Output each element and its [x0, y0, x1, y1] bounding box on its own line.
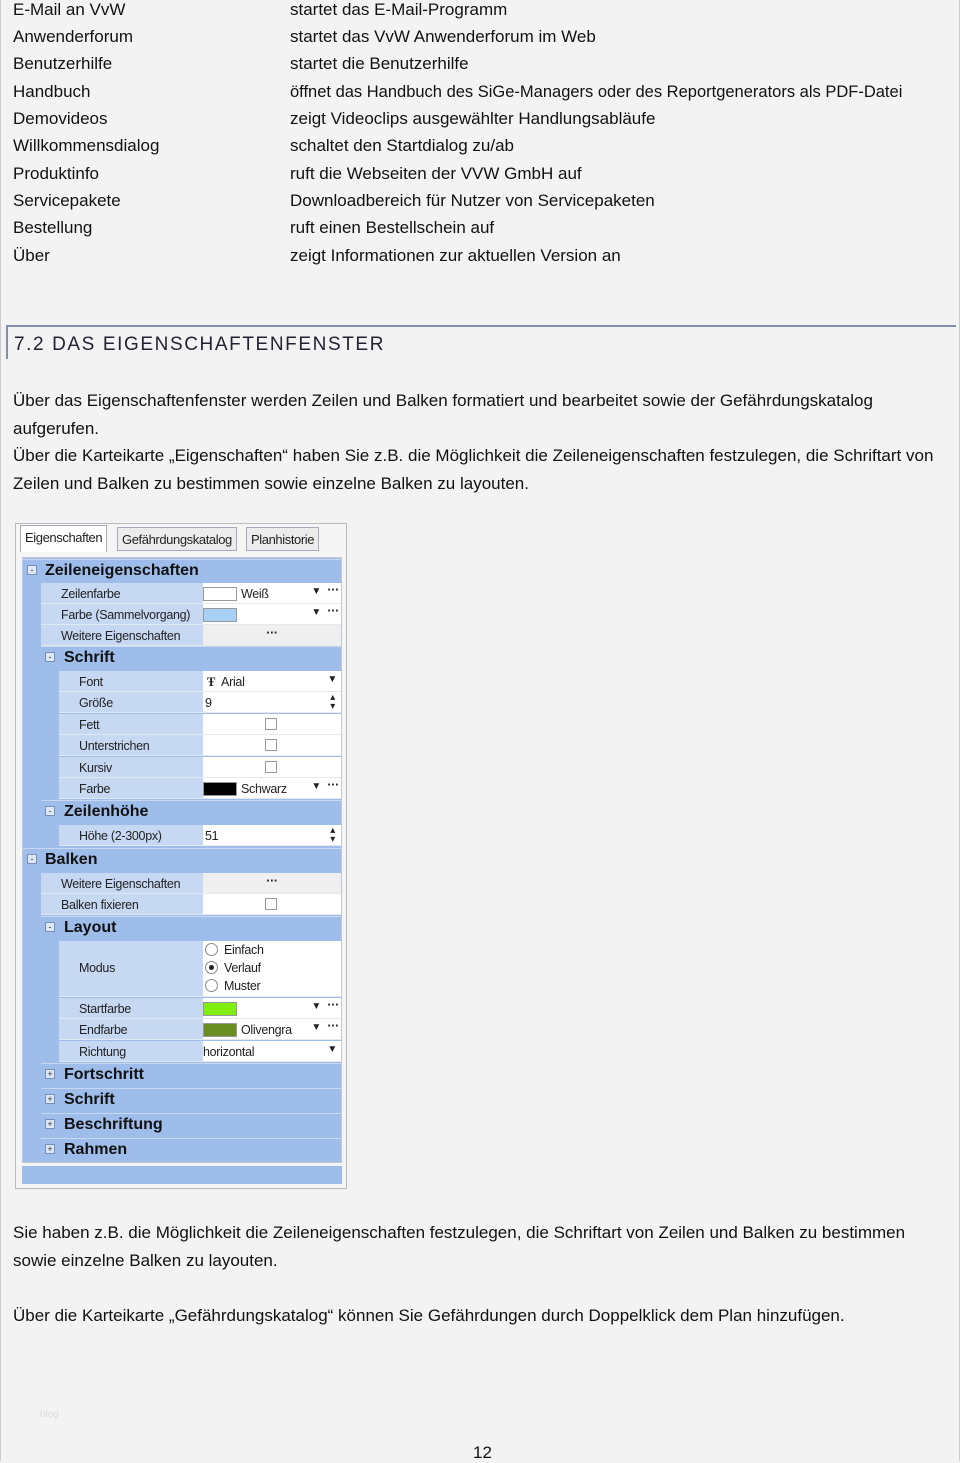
dropdown-arrow-icon[interactable]: ▼	[327, 1044, 337, 1055]
menu-term: Anwenderforum	[13, 27, 134, 46]
spinner-icon[interactable]: ▴ ▾	[330, 825, 335, 845]
property-label: Farbe	[59, 778, 203, 799]
property-endfarbe[interactable]	[23, 1019, 341, 1040]
paragraph: Sie haben z.B. die Möglichkeit die Zeileneigenschaften festzulegen, die Schriftart von Zeilen und Balken zu bestimmen sowie einzelne Balken zu layouten.	[13, 1223, 906, 1270]
menu-term: Handbuch	[13, 82, 91, 101]
dropdown-arrow-icon[interactable]: ▼	[311, 586, 321, 597]
expand-icon[interactable]: +	[45, 1069, 55, 1079]
category-rahmen[interactable]: + Rahmen	[41, 1138, 341, 1162]
color-swatch	[203, 1023, 237, 1037]
section-heading	[6, 325, 956, 359]
font-icon: Ŧ	[207, 675, 216, 689]
property-zeilenfarbe[interactable]	[23, 583, 341, 604]
menu-desc: öffnet das Handbuch des SiGe-Managers oder des Reportgenerators als PDF-Datei	[290, 83, 903, 101]
properties-window-screenshot	[15, 523, 347, 1189]
expand-icon[interactable]: +	[45, 1144, 55, 1154]
property-startfarbe[interactable]	[23, 998, 341, 1019]
description-pane	[22, 1166, 342, 1184]
tab-gefaehrdungskatalog[interactable]: Gefährdungskatalog	[117, 527, 237, 551]
color-swatch	[203, 587, 237, 601]
collapse-icon[interactable]: -	[27, 854, 37, 864]
radio-verlauf[interactable]: Verlauf	[205, 961, 341, 979]
property-modus[interactable]	[23, 941, 341, 997]
category-zeilenhoehe[interactable]: - Zeilenhöhe	[41, 800, 341, 824]
menu-term: Benutzerhilfe	[13, 54, 113, 73]
property-richtung[interactable]	[23, 1041, 341, 1062]
menu-desc: ruft einen Bestellschein auf	[290, 218, 495, 237]
collapse-icon[interactable]: -	[45, 806, 55, 816]
property-balken-fixieren[interactable]	[23, 894, 341, 915]
property-label: Endfarbe	[59, 1019, 203, 1040]
property-value: Arial	[221, 675, 245, 689]
checkbox[interactable]	[265, 761, 277, 773]
menu-desc: zeigt Videoclips ausgewählter Handlungsabläufe	[290, 109, 656, 128]
property-label: Weitere Eigenschaften	[41, 625, 203, 646]
color-swatch	[203, 1002, 237, 1016]
ellipsis-button[interactable]: ···	[327, 998, 339, 1012]
tab-eigenschaften[interactable]: Eigenschaften	[20, 525, 107, 552]
property-label: Zeilenfarbe	[41, 583, 203, 604]
category-balken[interactable]: - Balken	[23, 848, 341, 872]
dropdown-arrow-icon[interactable]: ▼	[311, 1001, 321, 1012]
ellipsis-button[interactable]: ···	[203, 873, 341, 894]
checkbox[interactable]	[265, 718, 277, 730]
property-weitere-eigenschaften[interactable]	[23, 625, 341, 646]
menu-term: Demovideos	[13, 109, 108, 128]
category-schrift[interactable]: - Schrift	[41, 646, 341, 670]
radio-muster[interactable]: Muster	[205, 979, 341, 997]
property-value: horizontal	[203, 1045, 255, 1059]
category-zeileneigenschaften[interactable]: - Zeileneigenschaften	[23, 559, 341, 582]
property-value: 51	[205, 829, 219, 843]
menu-term: Über	[13, 246, 50, 265]
property-label: Farbe (Sammelvorgang)	[41, 604, 203, 625]
heading-text: 7.2 DAS EIGENSCHAFTENFENSTER	[14, 334, 386, 355]
property-value: Weiß	[241, 587, 269, 601]
expand-icon[interactable]: +	[45, 1094, 55, 1104]
category-layout[interactable]: - Layout	[41, 916, 341, 940]
ellipsis-button[interactable]: ···	[327, 604, 339, 618]
ellipsis-button[interactable]: ···	[203, 625, 341, 646]
category-fortschritt[interactable]: + Fortschritt	[41, 1063, 341, 1087]
property-weitere-eigenschaften[interactable]	[23, 873, 341, 894]
property-value: Olivengra	[241, 1023, 292, 1037]
menu-term: E-Mail an VvW	[13, 0, 126, 19]
dropdown-arrow-icon[interactable]: ▼	[311, 781, 321, 792]
checkbox[interactable]	[265, 739, 277, 751]
property-value: 9	[205, 696, 212, 710]
property-label: Fett	[59, 714, 203, 735]
property-label: Font	[59, 671, 203, 692]
menu-desc: schaltet den Startdialog zu/ab	[290, 136, 514, 155]
property-kursiv[interactable]	[23, 757, 341, 778]
property-label: Kursiv	[59, 757, 203, 778]
checkbox[interactable]	[265, 898, 277, 910]
collapse-icon[interactable]: -	[45, 652, 55, 662]
category-beschriftung[interactable]: + Beschriftung	[41, 1113, 341, 1137]
paragraph: Über die Karteikarte „Eigenschaften“ haben Sie z.B. die Möglichkeit die Zeileneigenschaften festzulegen, die Schriftart von Zeilen und Balken zu bestimmen sowie einzelne Balken zu layouten.	[13, 446, 934, 493]
menu-term: Servicepakete	[13, 191, 121, 210]
property-unterstrichen[interactable]	[23, 735, 341, 756]
menu-term: Willkommensdialog	[13, 136, 160, 155]
property-groesse[interactable]	[23, 692, 341, 713]
color-swatch	[203, 782, 237, 796]
tab-planhistorie[interactable]: Planhistorie	[246, 527, 319, 551]
menu-term: Bestellung	[13, 218, 93, 237]
color-swatch	[203, 608, 237, 622]
paragraph: Über die Karteikarte „Gefährdungskatalog“ können Sie Gefährdungen durch Doppelklick dem Plan hinzufügen.	[13, 1306, 845, 1325]
menu-term: Produktinfo	[13, 164, 99, 183]
dropdown-arrow-icon[interactable]: ▼	[327, 674, 337, 685]
property-hoehe[interactable]	[23, 825, 341, 846]
menu-desc: startet die Benutzerhilfe	[290, 54, 469, 73]
collapse-icon[interactable]: -	[27, 565, 37, 575]
radio-einfach[interactable]: Einfach	[205, 943, 341, 961]
property-label: Weitere Eigenschaften	[41, 873, 203, 894]
property-farbe-sammelvorgang[interactable]	[23, 604, 341, 625]
property-label: Modus	[59, 941, 203, 997]
ellipsis-button[interactable]: ···	[327, 1019, 339, 1033]
property-value: Schwarz	[241, 782, 287, 796]
dropdown-arrow-icon[interactable]: ▼	[311, 1022, 321, 1033]
menu-desc: startet das E-Mail-Programm	[290, 0, 508, 19]
property-label: Richtung	[59, 1041, 203, 1062]
property-farbe[interactable]	[23, 778, 341, 799]
property-label: Höhe (2-300px)	[59, 825, 203, 846]
expand-icon[interactable]: +	[45, 1119, 55, 1129]
category-schrift-balken[interactable]: + Schrift	[41, 1088, 341, 1112]
menu-desc: startet das VvW Anwenderforum im Web	[290, 27, 596, 46]
ellipsis-button[interactable]: ···	[327, 583, 339, 597]
paragraph: Über das Eigenschaftenfenster werden Zeilen und Balken formatiert und bearbeitet sowie der Gefährdungskatalog aufgerufen.	[13, 391, 873, 438]
dropdown-arrow-icon[interactable]: ▼	[311, 607, 321, 618]
property-fett[interactable]	[23, 714, 341, 735]
property-grid	[22, 557, 342, 1163]
property-label: Unterstrichen	[59, 735, 203, 756]
watermark: blog	[40, 1409, 59, 1420]
spinner-icon[interactable]: ▴ ▾	[330, 692, 335, 712]
ellipsis-button[interactable]: ···	[327, 778, 339, 792]
page-number: 12	[473, 1443, 492, 1462]
collapse-icon[interactable]: -	[45, 922, 55, 932]
property-label: Balken fixieren	[41, 894, 203, 915]
menu-desc: Downloadbereich für Nutzer von Servicepaketen	[290, 191, 655, 210]
menu-desc: zeigt Informationen zur aktuellen Version an	[290, 246, 621, 265]
property-label: Startfarbe	[59, 998, 203, 1019]
menu-desc: ruft die Webseiten der VVW GmbH auf	[290, 164, 582, 183]
property-font[interactable]	[23, 671, 341, 692]
property-label: Größe	[59, 692, 203, 713]
